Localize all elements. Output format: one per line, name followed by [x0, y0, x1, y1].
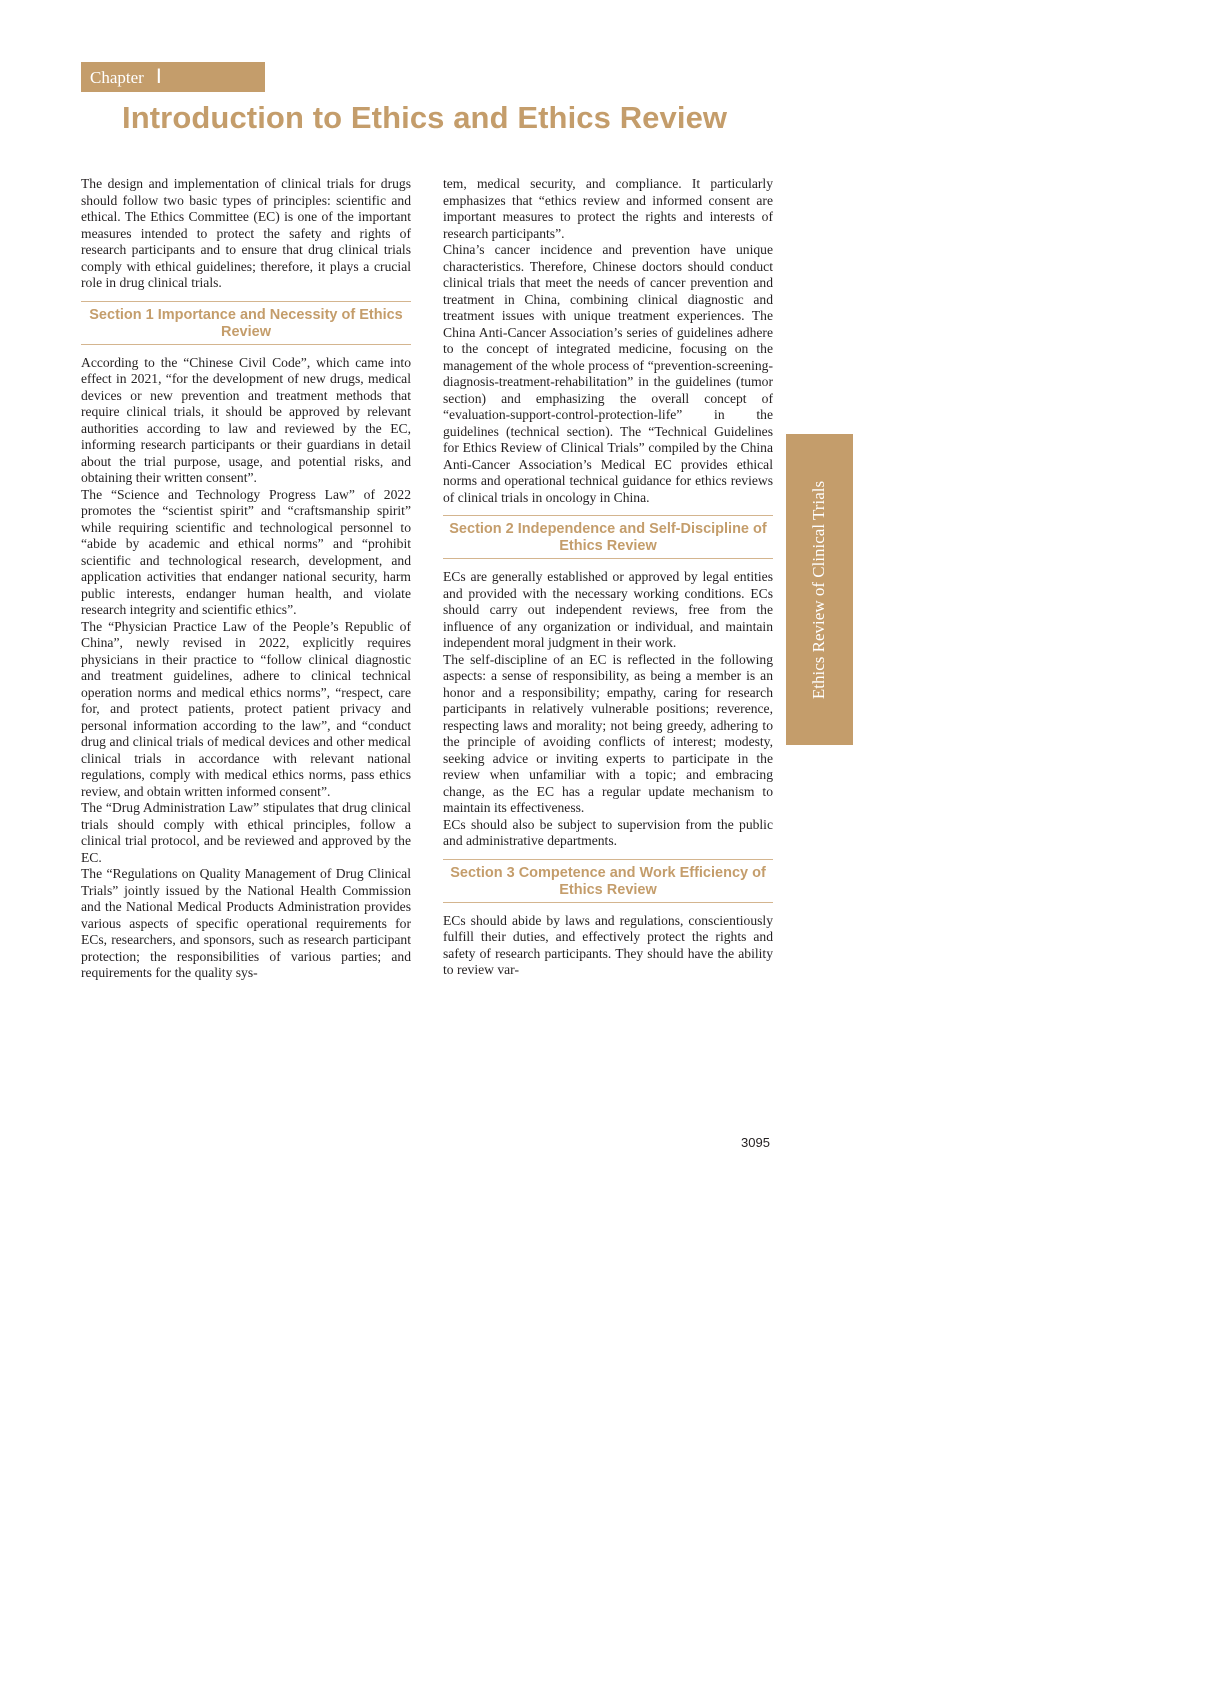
chapter-label	[81, 62, 265, 92]
chapter-title: Introduction to Ethics and Ethics Review	[122, 100, 728, 135]
supervision-paragraph: ECs should also be subject to supervision from the public and administrative departments.	[443, 816, 773, 848]
section-3-heading: Section 3 Competence and Work Efficiency of Ethics Review	[443, 859, 773, 903]
side-tab-label: Ethics Review of Clinical Trials	[809, 480, 829, 699]
section-2-heading: Section 2 Independence and Self-Discipline of Ethics Review	[443, 515, 773, 559]
page-number: 3095	[741, 1135, 770, 1150]
section-1-heading: Section 1 Importance and Necessity of Ethics Review	[81, 301, 411, 345]
china-cancer-paragraph: China’s cancer incidence and prevention have unique characteristics. Therefore, Chinese doctors should conduct clinical trials that meet the needs of cancer prevention and treatment in China, combining clinical diagnostic and treatment issues with unique treatment experiences. The China Anti-Cancer Association’s series of guidelines adhere to the concept of integrated medicine, focusing on the management of the whole process of “prevention-screening-diagnosis-treatment-rehabilitation” in the guidelines (tumor section) and emphasizing the overall concept of “evaluation-support-control-protection-life” in the guidelines (technical section). The “Technical Guidelines for Ethics Review of Clinical Trials” compiled by the China Anti-Cancer Association’s Medical EC provides ethical norms and operational technical guidance for ethics reviews of clinical trials in oncology in China.	[443, 242, 773, 505]
physician-law-paragraph: The “Physician Practice Law of the People’s Republic of China”, newly revised in 2022, explicitly requires physicians in their practice to “follow clinical diagnostic and treatment guidelines, adhere to clinical technical operation norms and medical ethics norms”, “respect, care for, and protect patients, protect patient privacy and personal information according to the law”, and “conduct drug and clinical trials of medical devices and other medical clinical trials in accordance with relevant national regulations, comply with medical ethics norms, pass ethics review, and obtain written informed consent”.	[81, 618, 411, 799]
right-column	[443, 176, 773, 979]
continued-paragraph: tem, medical security, and compliance. It particularly emphasizes that “ethics review and informed consent are important measures to protect the rights and interests of research participants”.	[443, 176, 773, 241]
science-law-paragraph: The “Science and Technology Progress Law” of 2022 promotes the “scientist spirit” and “craftsmanship spirit” while requiring scientific and technological personnel to “abide by academic and ethical norms” and “prohibit scientific and technological research, development, and application activities that endanger national security, harm public interests, endanger human health, and violate research integrity and scientific ethics”.	[81, 486, 411, 617]
left-column	[81, 176, 411, 982]
civil-code-paragraph: According to the “Chinese Civil Code”, which came into effect in 2021, “for the development of new drugs, medical devices or new prevention and treatment methods that require clinical trials, it should be approved by relevant authorities according to law and reviewed by the EC, informing research participants or their guardians in detail about the trial purpose, usage, and potential risks, and obtaining their written consent”.	[81, 354, 411, 485]
ec-establishment-paragraph: ECs are generally established or approved by legal entities and provided with the necessary working conditions. ECs should carry out independent reviews, free from the influence of any organization or individual, and maintain independent moral judgment in their work.	[443, 569, 773, 650]
self-discipline-paragraph: The self-discipline of an EC is reflected in the following aspects: a sense of responsibility, as being a member is an honor and a responsibility; empathy, caring for research participants in relatively vulnerable positions; reverence, respecting laws and morality; not being greedy, adhering to the principle of avoiding conflicts of interest; modesty, seeking advice or inviting experts to participate in the review when unfamiliar with a topic; and embracing change, as the EC has a regular update mechanism to maintain its effectiveness.	[443, 651, 773, 815]
competence-paragraph: ECs should abide by laws and regulations, conscientiously fulfill their duties, and effectively protect the rights and safety of research participants. They should have the ability to review var-	[443, 912, 773, 977]
chapter-numeral: Ⅰ	[155, 66, 162, 88]
regulations-paragraph: The “Regulations on Quality Management of Drug Clinical Trials” jointly issued by the National Health Commission and the National Medical Products Administration provides various aspects of specific operational requirements for ECs, researchers, and sponsors, such as research participant protection; the responsibilities of various parties; and requirements for the quality sys-	[81, 866, 411, 980]
intro-paragraph: The design and implementation of clinical trials for drugs should follow two basic types of principles: scientific and ethical. The Ethics Committee (EC) is one of the important measures intended to protect the safety and rights of research participants and to ensure that drug clinical trials comply with ethical guidelines; therefore, it plays a crucial role in drug clinical trials.	[81, 176, 411, 290]
drug-admin-law-paragraph: The “Drug Administration Law” stipulates that drug clinical trials should comply with ethical principles, follow a clinical trial protocol, and be reviewed and approved by the EC.	[81, 800, 411, 865]
chapter-word: Chapter	[90, 68, 144, 87]
side-tab	[786, 434, 853, 745]
